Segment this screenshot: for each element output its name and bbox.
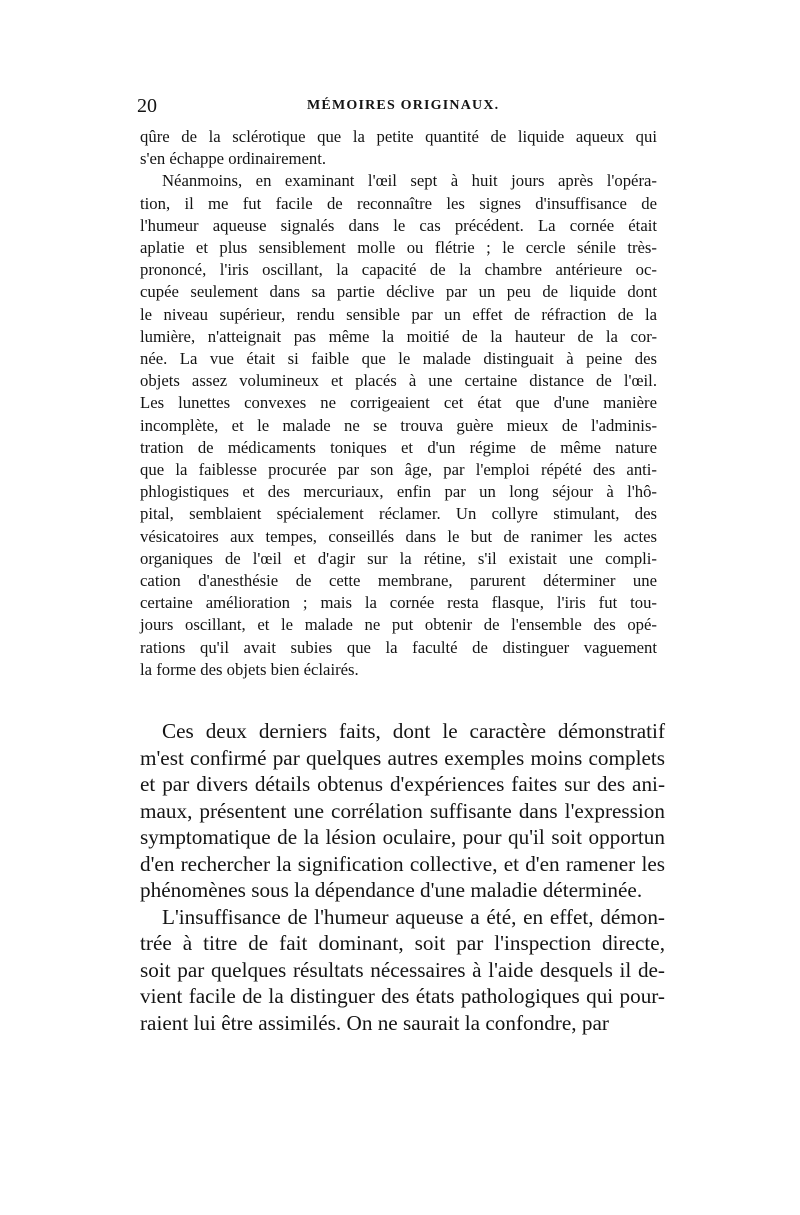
text-line: tration de médicaments toniques et d'un régime de même nature: [140, 437, 657, 457]
text-line: maux, présentent une corrélation suffisante dans l'expression: [140, 798, 665, 823]
text-line: Ces deux derniers faits, dont le caractère démonstratif: [162, 719, 665, 743]
text-line: et par divers détails obtenus d'expériences faites sur des ani-: [140, 772, 665, 796]
text-line: rations qu'il avait subies que la faculté de distinguer vaguement: [140, 637, 657, 657]
text-line: m'est confirmé par quelques autres exemples moins complets: [140, 745, 665, 770]
text-line: soit par quelques résultats nécessaires à l'aide desquels il de-: [140, 957, 665, 982]
body-text-large: [140, 718, 665, 1036]
text-line: que la faiblesse procurée par son âge, par l'emploi répété des anti-: [140, 460, 657, 480]
text-line: tion, il me fut facile de reconnaître les signes d'insuffisance de: [140, 193, 657, 213]
text-line: phénomènes sous la dépendance d'une maladie déterminée.: [140, 878, 643, 902]
text-line: cupée seulement dans sa partie déclive par un peu de liquide dont: [140, 282, 657, 302]
text-line: vésicatoires aux tempes, conseillés dans le but de ranimer les actes: [140, 526, 657, 546]
text-line: Néanmoins, en examinant l'œil sept à huit jours après l'opéra-: [162, 171, 657, 191]
running-header: [137, 94, 665, 118]
text-line: le niveau supérieur, rendu sensible par un effet de réfraction de la: [140, 304, 657, 324]
text-line: qûre de la sclérotique que la petite quantité de liquide aqueux qui: [140, 127, 657, 146]
text-line: la forme des objets bien éclairés.: [140, 659, 359, 679]
text-line: prononcé, l'iris oscillant, la capacité de la chambre antérieure oc-: [140, 260, 657, 280]
text-line: raient lui être assimilés. On ne saurait la confondre, par: [140, 1010, 609, 1035]
text-line: cation d'anesthésie de cette membrane, parurent déterminer une: [140, 571, 657, 591]
body-text-small: [140, 126, 657, 681]
text-line: d'en rechercher la signification collective, et d'en ramener les: [140, 851, 665, 876]
text-line: l'humeur aqueuse signalés dans le cas précédent. La cornée était: [140, 215, 657, 235]
text-line: pital, semblaient spécialement réclamer. Un collyre stimulant, des: [140, 504, 657, 524]
text-line: lumière, n'atteignait pas même la moitié de la hauteur de la cor-: [140, 326, 657, 346]
text-line: jours oscillant, et le malade ne put obtenir de l'ensemble des opé-: [140, 615, 657, 635]
text-line: s'en échappe ordinairement.: [140, 149, 327, 169]
text-line: L'insuffisance de l'humeur aqueuse a été, en effet, démon-: [162, 904, 665, 929]
text-line: aplatie et plus sensiblement molle ou flétrie ; le cercle sénile très-: [140, 238, 657, 258]
page-number: 20: [137, 95, 157, 117]
text-line: objets assez volumineux et placés à une certaine distance de l'œil.: [140, 371, 657, 391]
text-line: certaine amélioration ; mais la cornée resta flasque, l'iris fut tou-: [140, 593, 657, 613]
text-line: organiques de l'œil et d'agir sur la rétine, s'il existait une compli-: [140, 548, 657, 568]
text-line: symptomatique de la lésion oculaire, pour qu'il soit opportun: [140, 825, 665, 849]
text-line: phlogistiques et des mercuriaux, enfin par un long séjour à l'hô-: [140, 482, 657, 502]
text-line: née. La vue était si faible que le malade distinguait à peine des: [140, 349, 657, 369]
running-title: MÉMOIRES ORIGINAUX.: [307, 98, 500, 113]
text-line: incomplète, et le malade ne se trouva guère mieux de l'adminis-: [140, 415, 657, 435]
text-line: trée à titre de fait dominant, soit par l'inspection directe,: [140, 931, 665, 955]
text-line: Les lunettes convexes ne corrigeaient cet état que d'une manière: [140, 393, 657, 413]
text-line: vient facile de la distinguer des états pathologiques qui pour-: [140, 984, 665, 1008]
